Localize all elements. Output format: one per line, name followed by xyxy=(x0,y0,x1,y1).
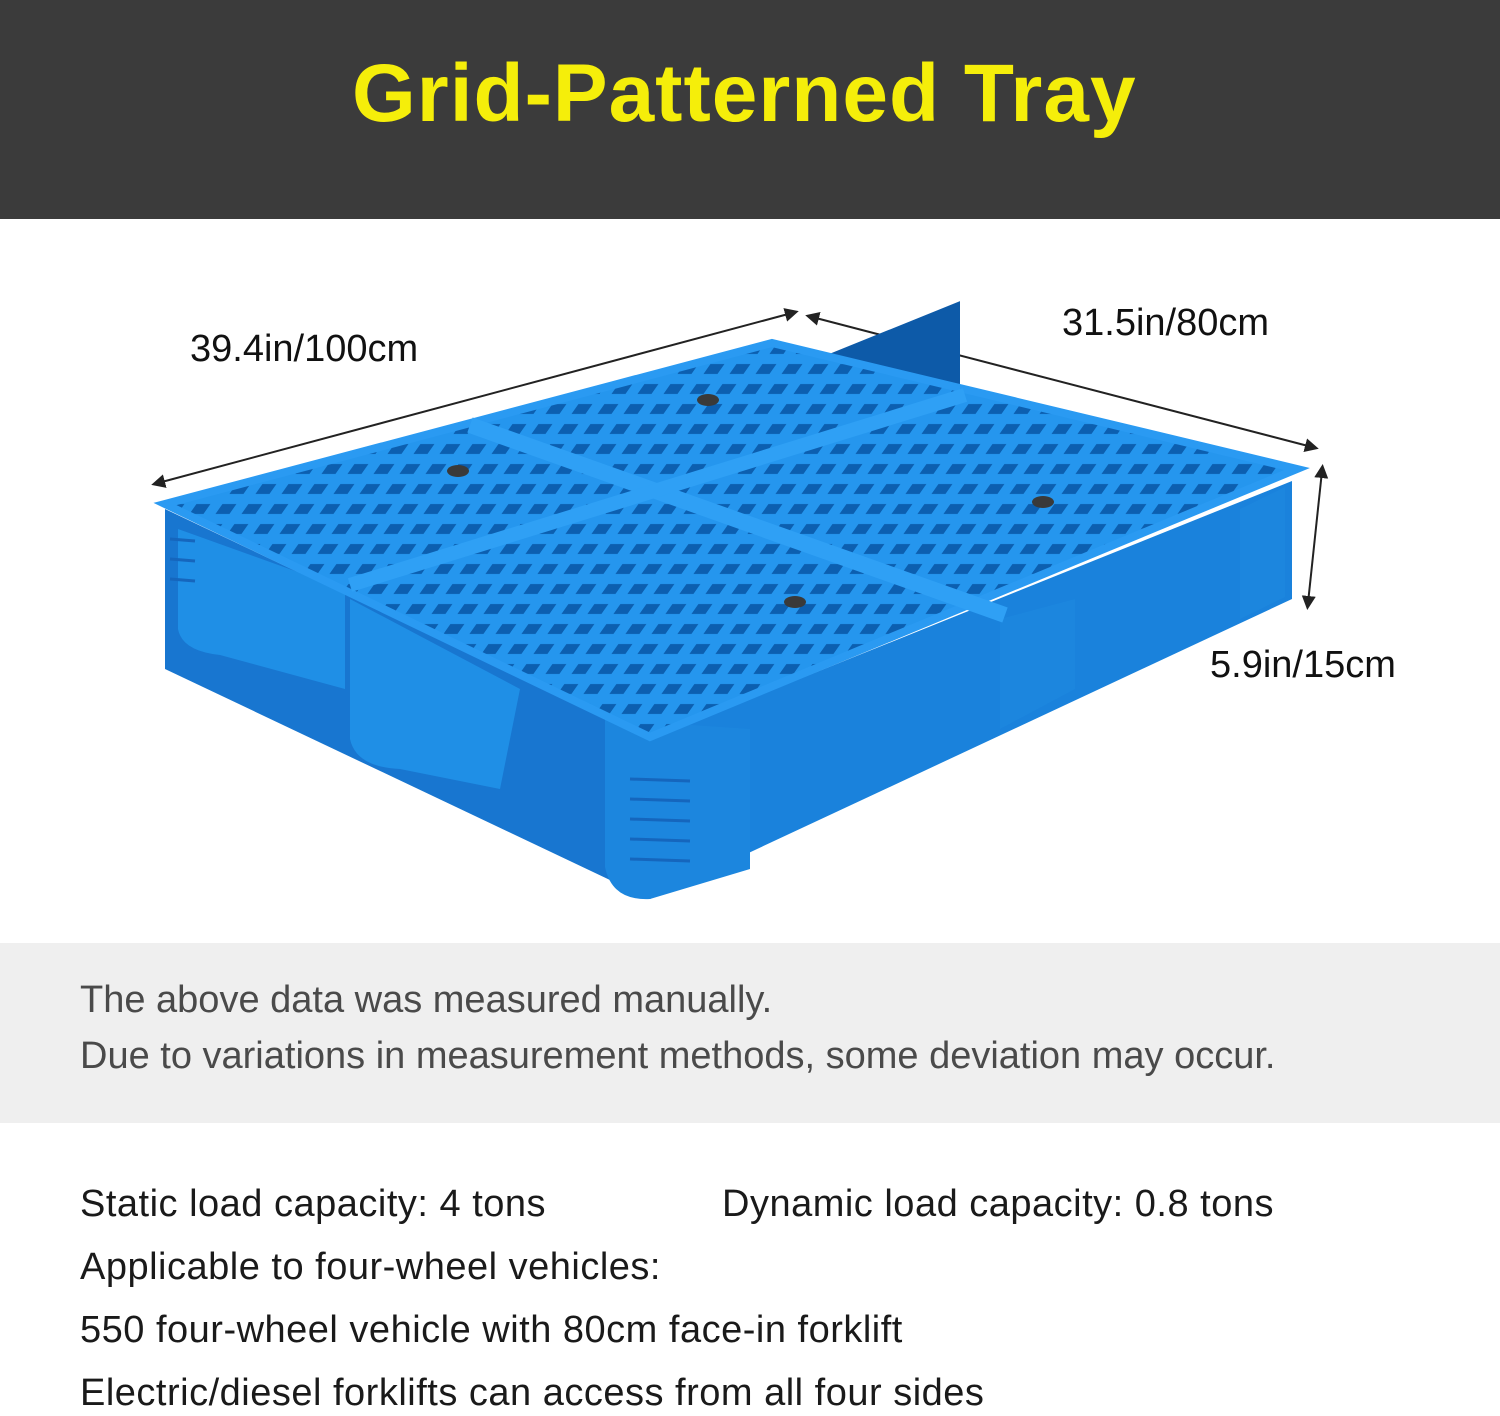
product-illustration-area xyxy=(0,219,1500,943)
pallet-corner-foot xyxy=(605,719,750,899)
pallet-back-foot xyxy=(1240,487,1285,619)
note-line-2: Due to variations in measurement methods, some deviation may occur. xyxy=(80,1035,1276,1077)
applicable-vehicles-spec: Applicable to four-wheel vehicles: xyxy=(80,1246,661,1288)
height-label: 5.9in/15cm xyxy=(1210,644,1396,686)
vehicle-spec: 550 four-wheel vehicle with 80cm face-in forklift xyxy=(80,1309,903,1351)
header-banner xyxy=(0,0,1500,219)
note-line-1: The above data was measured manually. xyxy=(80,979,773,1021)
dynamic-load-spec: Dynamic load capacity: 0.8 tons xyxy=(722,1183,1274,1225)
page-title: Grid-Patterned Tray xyxy=(352,48,1137,139)
height-dimension-line xyxy=(1308,471,1322,603)
width-label: 31.5in/80cm xyxy=(1062,302,1270,344)
length-label: 39.4in/100cm xyxy=(190,328,419,370)
access-spec: Electric/diesel forklifts can access from all four sides xyxy=(80,1372,985,1414)
static-load-spec: Static load capacity: 4 tons xyxy=(80,1183,547,1225)
measurement-note-band xyxy=(0,943,1500,1123)
